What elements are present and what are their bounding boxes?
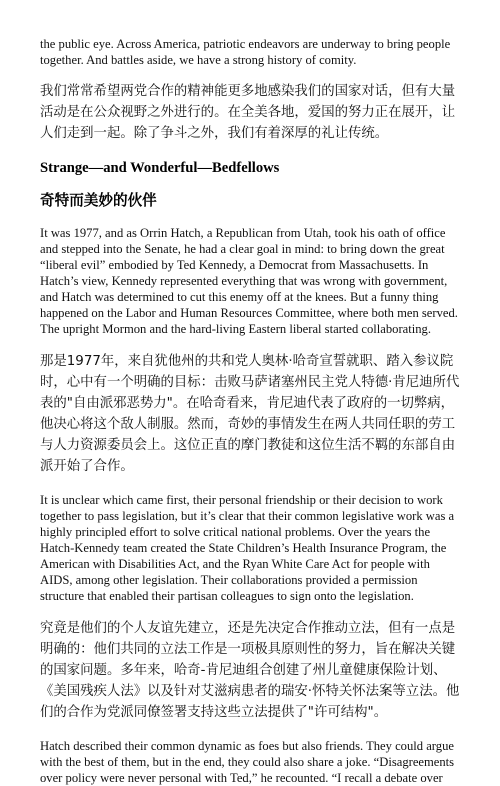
paragraph-chinese-collaboration: 究竟是他们的个人友谊先建立，还是先决定合作推动立法，但有一点是明确的：他们共同的立法工作是一项极具原则性的努力，旨在解决关键的国家问题。多年来，哈奇-肯尼迪组合创建了州儿童健康保险计划、《美国残疾人法》以及针对艾滋病患者的瑞安·怀特关怀法案等立法。他们的合作为党派同僚签署支持这些立法提供了"许可结构"。 (40, 621, 460, 720)
paragraph-chinese-intro: 我们常常希望两党合作的精神能更多地感染我们的国家对话，但有大量活动是在公众视野之外进行的。在全美各地，爱国的努力正在展开，让人们走到一起。除了争斗之外，我们有着深厚的礼让传统。 (40, 84, 456, 141)
paragraph-english-intro-end: the public eye. Across America, patriotic endeavors are underway to bring people together. And battles aside, we have a strong history of comity. (40, 37, 451, 67)
paragraph-chinese-hatch-1977: 那是1977年，来自犹他州的共和党人奥林·哈奇宣誓就职、踏入参议院时，心中有一个明确的目标：击败马萨诸塞州民主党人特德·肯尼迪所代表的"自由派邪恶势力"。在哈奇看来，肯尼迪代表了政府的一切弊病，他决心将这个敌人制服。然而，奇妙的事情发生在两人共同任职的劳工与人力资源委员会上。这位正直的摩门教徒和这位生活不羁的东部自由派开始了合作。 (40, 354, 460, 474)
paragraph-english-foes-friends: Hatch described their common dynamic as foes but also friends. They could argue with the best of them, but in the end, they could also share a joke. “Disagreements over policy were never personal with Ted,” he recounted. “I recall a debate over (40, 739, 455, 785)
paragraph-english-collaboration: It is unclear which came first, their personal friendship or their decision to work together to pass legislation, but it’s clear that their common legislative work was a highly principled effort to solve critical national problems. Over the years the Hatch-Kennedy team created the State Children’s Health Insurance Program, the American with Disabilities Act, and the Ryan White Care Act for people with AIDS, among other legislation. Their collaborations provided a permission structure that enabled their partisan colleagues to sign onto the legislation. (40, 493, 455, 603)
section-heading-english: Strange—and Wonderful—Bedfellows (40, 160, 280, 176)
document-page (40, 36, 464, 786)
paragraph-english-hatch-1977: It was 1977, and as Orrin Hatch, a Republican from Utah, took his oath of office and stepped into the Senate, he had a clear goal in mind: to bring down the great “liberal evil” embodied by Ted Kennedy, a Democrat from Massachusetts. In Hatch’s view, Kennedy represented everything that was wrong with government, and Hatch was determined to cut this enemy off at the knees. But a funny thing happened on the Labor and Human Resources Committee, where both men served. The upright Mormon and the hard-living Eastern liberal started collaborating. (40, 226, 458, 336)
section-heading-chinese: 奇特而美妙的伙伴 (40, 192, 157, 209)
